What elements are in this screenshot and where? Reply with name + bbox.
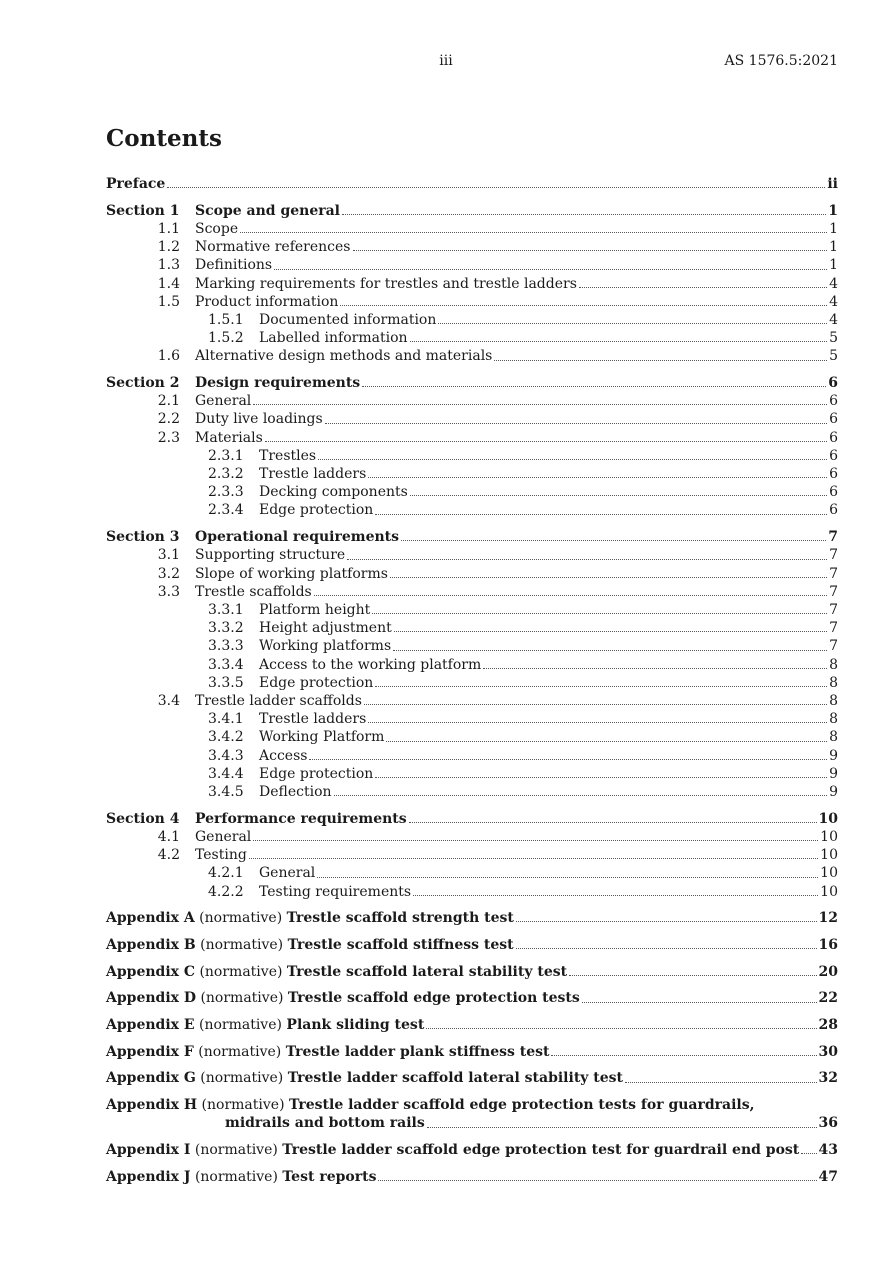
- toc-subsection[interactable]: [106, 311, 838, 329]
- toc-appendices: [106, 909, 838, 1186]
- toc-subsection[interactable]: [106, 465, 838, 483]
- toc-entry-number: 3.3.2: [208, 620, 244, 637]
- toc-subsection[interactable]: [106, 710, 838, 728]
- leader-dots: [253, 840, 818, 841]
- toc-entry-title: Access: [259, 747, 308, 764]
- leader-dots: [240, 232, 827, 233]
- appendix-title: Trestle scaffold edge protection tests: [287, 990, 580, 1007]
- toc-entry-page: 32: [818, 1070, 838, 1087]
- leader-dots: [334, 795, 828, 796]
- toc-entry-page: 4: [829, 275, 838, 292]
- toc-entry-page: 7: [829, 565, 838, 582]
- appendix-label: Appendix H: [106, 1097, 198, 1114]
- appendix-title: Test reports: [282, 1168, 377, 1185]
- toc-subsection[interactable]: [106, 501, 838, 519]
- toc-entry-number: 3.4.4: [208, 765, 244, 782]
- toc-entry-title: Scope and general: [195, 202, 341, 219]
- leader-dots: [167, 187, 825, 188]
- appendix-type: (normative): [198, 1017, 282, 1034]
- toc-entry-title: Preface: [106, 176, 166, 192]
- toc-entry-page: 8: [829, 656, 838, 673]
- toc-entry-page: 1: [829, 220, 838, 237]
- toc-subsection[interactable]: [106, 546, 838, 564]
- leader-dots: [410, 495, 827, 496]
- toc-subsection[interactable]: [106, 601, 838, 619]
- toc-subsection[interactable]: [106, 347, 838, 365]
- appendix-type: (normative): [200, 1070, 284, 1087]
- standard-designation: AS 1576.5:2021: [724, 53, 838, 69]
- leader-dots: [253, 404, 827, 405]
- toc-entry-title: Edge protection: [259, 765, 374, 782]
- toc-entry-title: Platform height: [259, 601, 371, 618]
- toc-subsection[interactable]: [106, 765, 838, 783]
- appendix-type: (normative): [200, 990, 284, 1007]
- toc-subsection[interactable]: [106, 256, 838, 274]
- toc-appendix[interactable]: [106, 1096, 838, 1132]
- toc-subsection[interactable]: [106, 410, 838, 428]
- toc-entry-page: 6: [829, 429, 838, 446]
- toc-section-4[interactable]: [106, 810, 838, 828]
- toc-subsection[interactable]: [106, 483, 838, 501]
- toc-entry-page: 22: [818, 990, 838, 1007]
- toc-entry-title: Operational requirements: [195, 529, 400, 546]
- toc-entry-title: Normative references: [195, 239, 351, 256]
- toc-entry-number: Section 2: [106, 375, 180, 392]
- toc-entry-page: 47: [818, 1168, 838, 1185]
- toc-subsection[interactable]: [106, 637, 838, 655]
- appendix-title: Trestle ladder scaffold edge protection test for guardrail end post: [282, 1142, 800, 1159]
- toc-subsection[interactable]: [106, 674, 838, 692]
- toc-entry-page: 9: [829, 765, 838, 782]
- toc-entry-title: Height adjustment: [259, 620, 392, 637]
- toc-entry-title: Edge protection: [259, 674, 374, 691]
- leader-dots: [426, 1028, 816, 1029]
- toc-entry-page: 6: [829, 484, 838, 501]
- toc-subsection[interactable]: [106, 619, 838, 637]
- toc-entry-page: 10: [820, 865, 838, 882]
- leader-dots: [372, 613, 827, 614]
- toc-appendix[interactable]: [106, 936, 838, 954]
- appendix-label: Appendix G: [106, 1070, 196, 1087]
- toc-entry-number: 2.1: [157, 393, 180, 410]
- toc-entry-number: 4.2: [157, 847, 180, 864]
- toc-entry-title: General: [195, 828, 252, 845]
- toc-entry-number: 1.6: [157, 348, 180, 365]
- toc-subsection[interactable]: [106, 783, 838, 801]
- leader-dots: [362, 386, 826, 387]
- leader-dots: [401, 540, 826, 541]
- toc-section-1[interactable]: [106, 202, 838, 220]
- toc-entry-title: Access to the working platform: [259, 656, 482, 673]
- toc-entry-title: Deflection: [259, 784, 332, 800]
- toc-entry-page: 30: [818, 1043, 838, 1060]
- toc-subsection[interactable]: [106, 828, 838, 846]
- toc-entry-page: 16: [818, 936, 838, 953]
- toc-preface[interactable]: [106, 175, 838, 193]
- toc-entry-title: Trestles: [259, 447, 317, 464]
- toc-entry-page: 10: [818, 810, 838, 827]
- toc-subsection[interactable]: [106, 293, 838, 311]
- toc-subsection[interactable]: [106, 883, 838, 901]
- toc-subsection[interactable]: [106, 275, 838, 293]
- leader-dots: [582, 1002, 817, 1003]
- toc-entry-page: 6: [828, 375, 838, 392]
- toc-entry-number: 1.4: [157, 275, 180, 292]
- appendix-title: Trestle ladder scaffold edge protection tests for guardrails,: [288, 1097, 755, 1114]
- toc-appendix[interactable]: [106, 909, 838, 927]
- toc-entry-title: Design requirements: [195, 375, 361, 392]
- toc-entry-page: 6: [829, 393, 838, 410]
- toc-entry-number: 3.3.3: [208, 638, 244, 655]
- leader-dots: [364, 704, 827, 705]
- leader-dots: [342, 214, 826, 215]
- toc-entry-page: 7: [829, 620, 838, 637]
- toc-entry-page: 8: [829, 729, 838, 746]
- appendix-type: (normative): [194, 1142, 278, 1159]
- toc-entry-title: Testing: [195, 847, 247, 864]
- toc-entry-page: 1: [829, 257, 838, 274]
- toc-entry-number: 3.3.5: [208, 674, 244, 691]
- appendix-title: Trestle ladder plank stiffness test: [285, 1043, 550, 1060]
- appendix-type: (normative): [201, 1097, 285, 1114]
- appendix-title-continued: midrails and bottom rails: [225, 1115, 425, 1132]
- toc-entry-title: Decking components: [259, 484, 408, 501]
- toc-entry-title: Trestle ladders: [259, 711, 367, 728]
- toc-entry-page: 4: [829, 311, 838, 328]
- toc-entry-number: Section 3: [106, 529, 180, 546]
- toc-entry-page: 10: [820, 847, 838, 864]
- toc-entry-title: Slope of working platforms: [195, 565, 388, 582]
- toc-entry-title: Product information: [195, 293, 339, 310]
- toc-entry-title: Alternative design methods and materials: [195, 348, 493, 365]
- toc-subsection[interactable]: [106, 392, 838, 410]
- toc-entry-number: 2.3: [157, 429, 180, 446]
- toc-entry-title: Testing requirements: [259, 883, 412, 900]
- toc-entry-title: Performance requirements: [195, 810, 407, 827]
- leader-dots: [625, 1082, 817, 1083]
- leader-dots: [309, 759, 827, 760]
- table-of-contents: [106, 175, 838, 1186]
- toc-subsection[interactable]: [106, 238, 838, 256]
- leader-dots: [427, 1127, 817, 1128]
- leader-dots: [413, 895, 818, 896]
- toc-subsection[interactable]: [106, 329, 838, 347]
- toc-entry-page: 20: [818, 963, 838, 980]
- toc-entry-number: 3.1: [157, 547, 180, 564]
- toc-entry-page: 8: [829, 674, 838, 691]
- appendix-type: (normative): [198, 1043, 282, 1060]
- toc-subsection[interactable]: [106, 656, 838, 674]
- toc-entry-title: Marking requirements for trestles and trestle ladders: [195, 275, 577, 292]
- leader-dots: [375, 777, 827, 778]
- toc-entry-page: 10: [820, 883, 838, 900]
- appendix-type: (normative): [199, 910, 283, 927]
- toc-entry-page: 8: [829, 711, 838, 728]
- toc-entry-number: 3.4.3: [208, 747, 244, 764]
- toc-entry-page: 9: [829, 784, 838, 800]
- toc-section-3[interactable]: [106, 528, 838, 546]
- toc-entry-page: 28: [818, 1017, 838, 1034]
- leader-dots: [494, 360, 827, 361]
- toc-entry-number: 3.3.1: [208, 601, 244, 618]
- leader-dots: [347, 559, 827, 560]
- toc-entry-page: 7: [829, 547, 838, 564]
- toc-subsection[interactable]: [106, 747, 838, 765]
- leader-dots: [340, 305, 827, 306]
- leader-dots: [325, 423, 827, 424]
- toc-appendix[interactable]: [106, 1016, 838, 1034]
- toc-entry-number: 3.4.1: [208, 711, 244, 728]
- toc-entry-title: Scope: [195, 220, 239, 237]
- toc-subsection[interactable]: [106, 565, 838, 583]
- toc-entry-page: 6: [829, 502, 838, 519]
- toc-sections: [106, 202, 838, 901]
- toc-entry-title: Documented information: [259, 311, 437, 328]
- toc-entry-title: Working Platform: [259, 729, 385, 746]
- toc-entry-number: 3.3: [157, 583, 180, 600]
- leader-dots: [353, 250, 828, 251]
- appendix-type: (normative): [199, 963, 283, 980]
- leader-dots: [801, 1153, 816, 1154]
- toc-entry-number: 2.3.1: [208, 447, 244, 464]
- toc-entry-page: 36: [818, 1115, 838, 1132]
- toc-entry-number: 4.2.1: [208, 865, 244, 882]
- toc-entry-number: Section 1: [106, 202, 180, 219]
- appendix-label: Appendix F: [106, 1043, 194, 1060]
- toc-entry-page: ii: [827, 176, 838, 192]
- leader-dots: [386, 741, 827, 742]
- toc-subsection[interactable]: [106, 692, 838, 710]
- leader-dots: [249, 858, 818, 859]
- leader-dots: [265, 441, 827, 442]
- appendix-label: Appendix I: [106, 1142, 191, 1159]
- toc-entry-title: Working platforms: [259, 638, 392, 655]
- appendix-type: (normative): [194, 1168, 278, 1185]
- leader-dots: [375, 686, 827, 687]
- toc-appendix[interactable]: [106, 963, 838, 981]
- toc-entry-number: 1.5: [157, 293, 180, 310]
- leader-dots: [393, 650, 827, 651]
- leader-dots: [394, 631, 827, 632]
- leader-dots: [317, 877, 818, 878]
- leader-dots: [314, 595, 827, 596]
- toc-appendix[interactable]: [106, 1043, 838, 1061]
- toc-entry-page: 5: [829, 330, 838, 347]
- leader-dots: [409, 822, 817, 823]
- leader-dots: [390, 577, 827, 578]
- appendix-label: Appendix C: [106, 963, 195, 980]
- leader-dots: [579, 287, 827, 288]
- toc-entry-page: 1: [829, 239, 838, 256]
- toc-entry-number: 2.3.3: [208, 484, 244, 501]
- toc-entry-number: 4.1: [157, 828, 180, 845]
- leader-dots: [410, 341, 828, 342]
- toc-entry-number: Section 4: [106, 810, 180, 827]
- toc-subsection[interactable]: [106, 846, 838, 864]
- appendix-title: Plank sliding test: [286, 1017, 425, 1034]
- toc-appendix[interactable]: [106, 989, 838, 1007]
- toc-entry-number: 2.3.4: [208, 502, 244, 519]
- appendix-label: Appendix A: [106, 910, 195, 927]
- toc-subsection[interactable]: [106, 220, 838, 238]
- toc-entry-title: General: [195, 393, 252, 410]
- toc-entry-page: 7: [829, 638, 838, 655]
- toc-entry-title: Trestle ladder scaffolds: [195, 692, 362, 709]
- toc-entry-number: 3.4.2: [208, 729, 244, 746]
- toc-entry-page: 4: [829, 293, 838, 310]
- toc-entry-title: Duty live loadings: [195, 411, 323, 428]
- appendix-label: Appendix B: [106, 936, 196, 953]
- toc-entry-page: 7: [829, 601, 838, 618]
- toc-entry-number: 2.2: [157, 411, 180, 428]
- toc-entry-page: 7: [828, 529, 838, 546]
- toc-entry-title: Definitions: [195, 257, 273, 274]
- toc-entry-title: Trestle ladders: [259, 466, 367, 483]
- appendix-label: Appendix J: [106, 1168, 191, 1185]
- appendix-type: (normative): [200, 936, 284, 953]
- leader-dots: [318, 459, 827, 460]
- toc-entry-page: 43: [818, 1142, 838, 1159]
- toc-subsection[interactable]: [106, 429, 838, 447]
- leader-dots: [438, 323, 827, 324]
- leader-dots: [378, 1180, 816, 1181]
- toc-entry-number: 1.5.2: [208, 330, 244, 347]
- toc-section-2[interactable]: [106, 374, 838, 392]
- toc-subsection[interactable]: [106, 447, 838, 465]
- toc-entry-title: General: [259, 865, 316, 882]
- toc-subsection[interactable]: [106, 864, 838, 882]
- leader-dots: [368, 477, 827, 478]
- leader-dots: [516, 921, 817, 922]
- toc-subsection[interactable]: [106, 728, 838, 746]
- toc-entry-page: 8: [829, 692, 838, 709]
- toc-entry-page: 10: [820, 828, 838, 845]
- leader-dots: [483, 668, 827, 669]
- appendix-title: Trestle scaffold stiffness test: [287, 936, 514, 953]
- appendix-title: Trestle ladder scaffold lateral stability test: [287, 1070, 624, 1087]
- toc-entry-title: Edge protection: [259, 502, 374, 519]
- toc-entry-number: 2.3.2: [208, 466, 244, 483]
- toc-subsection[interactable]: [106, 583, 838, 601]
- leader-dots: [551, 1055, 816, 1056]
- leader-dots: [375, 514, 827, 515]
- toc-entry-title: Labelled information: [259, 330, 408, 347]
- toc-appendix[interactable]: [106, 1141, 838, 1159]
- toc-entry-number: 3.4.5: [208, 784, 244, 800]
- toc-entry-number: 1.3: [157, 257, 180, 274]
- toc-entry-number: 3.2: [157, 565, 180, 582]
- appendix-label: Appendix E: [106, 1017, 195, 1034]
- leader-dots: [569, 975, 816, 976]
- toc-entry-page: 6: [829, 411, 838, 428]
- appendix-title: Trestle scaffold lateral stability test: [286, 963, 568, 980]
- leader-dots: [516, 948, 817, 949]
- toc-entry-number: 1.5.1: [208, 311, 244, 328]
- appendix-title: Trestle scaffold strength test: [286, 910, 514, 927]
- page-header-number: iii: [439, 53, 453, 69]
- appendix-label: Appendix D: [106, 990, 196, 1007]
- toc-entry-page: 6: [829, 466, 838, 483]
- toc-entry-page: 9: [829, 747, 838, 764]
- toc-entry-number: 1.1: [157, 220, 180, 237]
- toc-entry-title: Trestle scaffolds: [195, 583, 312, 600]
- toc-entry-title: Materials: [195, 429, 263, 446]
- toc-entry-page: 12: [818, 910, 838, 927]
- leader-dots: [368, 722, 827, 723]
- toc-entry-number: 1.2: [157, 239, 180, 256]
- toc-entry-number: 4.2.2: [208, 883, 244, 900]
- toc-appendix[interactable]: [106, 1168, 838, 1186]
- toc-entry-page: 1: [828, 202, 838, 219]
- toc-entry-page: 5: [829, 348, 838, 365]
- toc-entry-page: 6: [829, 447, 838, 464]
- toc-entry-number: 3.4: [157, 692, 180, 709]
- leader-dots: [274, 269, 827, 270]
- toc-entry-number: 3.3.4: [208, 656, 244, 673]
- page-title: Contents: [106, 125, 222, 152]
- toc-entry-title: Supporting structure: [195, 547, 346, 564]
- toc-appendix[interactable]: [106, 1069, 838, 1087]
- toc-entry-page: 7: [829, 583, 838, 600]
